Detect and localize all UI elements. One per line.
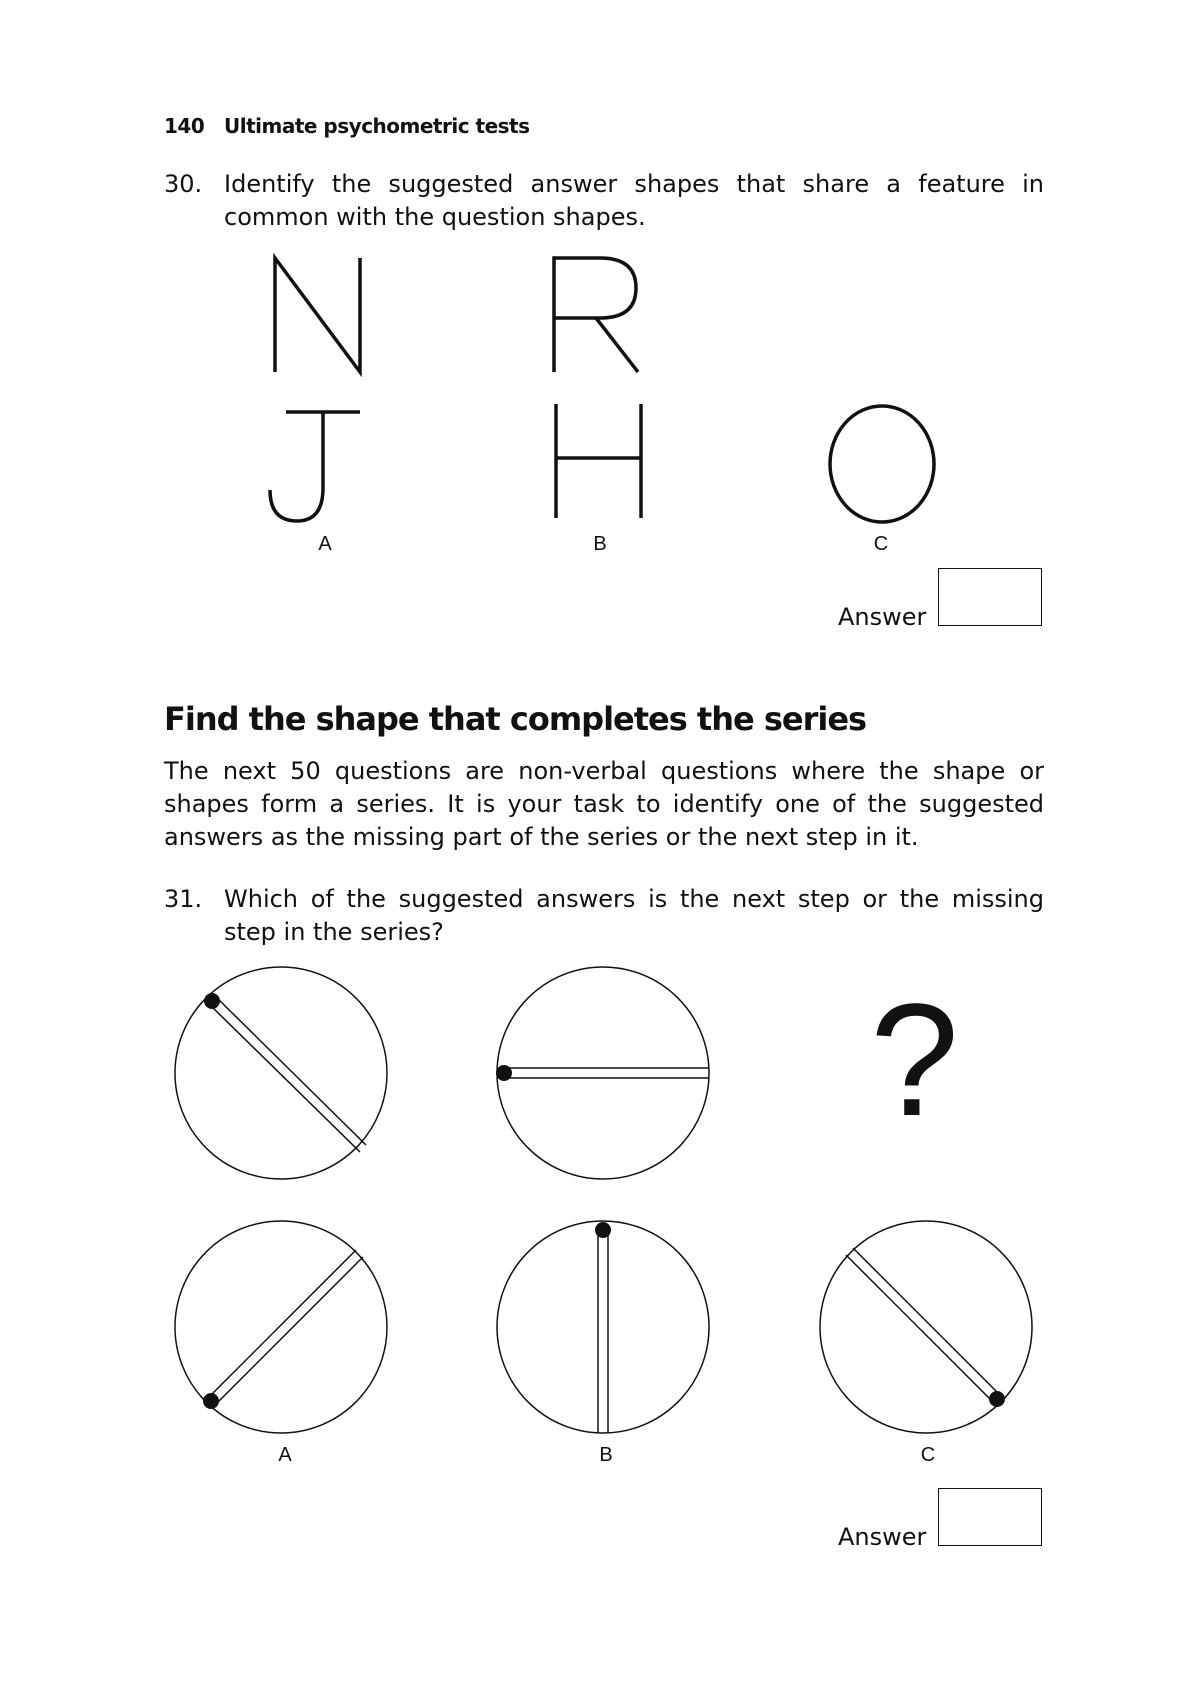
q31-answer-label: Answer [838, 1523, 927, 1551]
q30-option-a-label: A [318, 533, 332, 555]
option-c-shape [820, 1221, 1032, 1433]
question-31-text: Which of the suggested answers is the next step or the missing step in the series? [224, 885, 1044, 946]
section-heading: Find the shape that completes the series [164, 700, 867, 738]
question-31-number: 31. [164, 885, 203, 913]
q31-option-b-label: B [599, 1444, 613, 1466]
running-header-title: Ultimate psychometric tests [224, 114, 530, 138]
option-b-shape [497, 1221, 709, 1433]
q30-option-c-label: C [873, 533, 889, 555]
q31-option-c-label: C [920, 1444, 936, 1466]
series-shape-2 [496, 967, 709, 1179]
page-number: 140 [164, 114, 205, 138]
q30-option-b-label: B [593, 533, 607, 555]
question-30-number: 30. [164, 170, 203, 198]
question-30-text: Identify the suggested answer shapes that share a feature in common with the question shapes. [224, 170, 1044, 231]
q30-answer-label: Answer [838, 603, 927, 631]
series-shape-1 [175, 967, 387, 1179]
series-question-mark: ? [870, 970, 959, 1149]
q31-option-a-label: A [278, 1444, 292, 1466]
q31-answer-box[interactable] [938, 1488, 1042, 1546]
option-a-shape [175, 1221, 387, 1433]
section-intro: The next 50 questions are non-verbal questions where the shape or shapes form a series. It is your task to identify one of the suggested answers as the missing part of the series or the next step in it. [164, 757, 1044, 851]
